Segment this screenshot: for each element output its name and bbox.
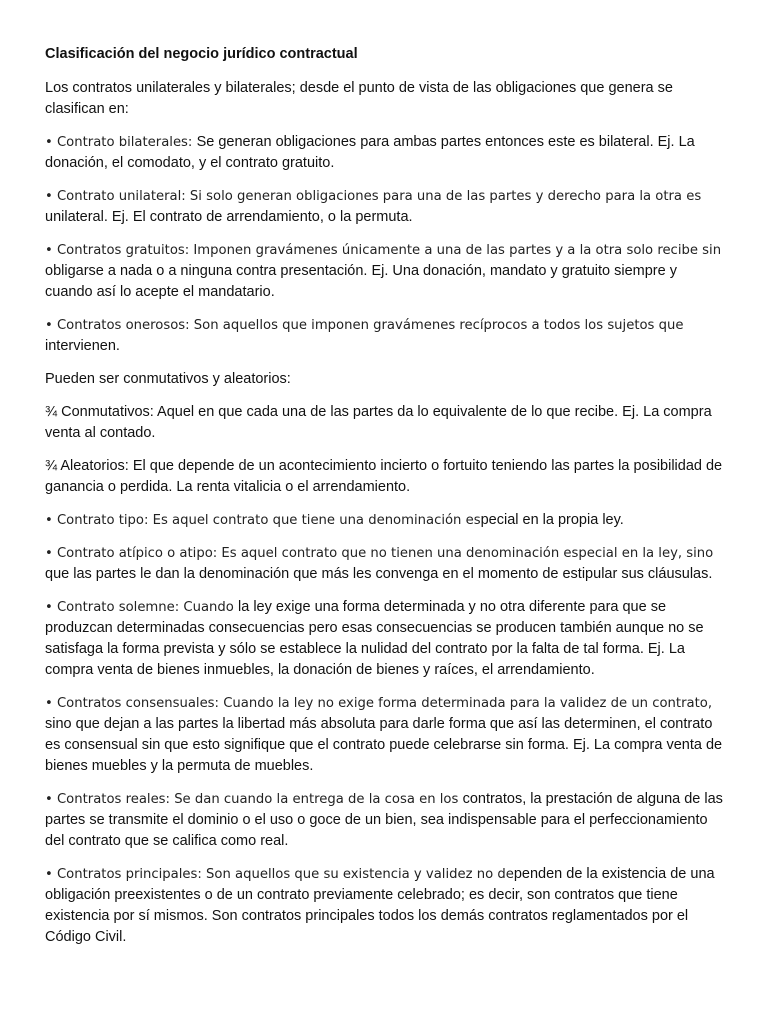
paragraph-lead: • Contrato atípico o atipo: Es aquel contrato que no tienen una denominación especial en la ley, sino (45, 546, 714, 561)
paragraph-aleatorios (45, 456, 725, 498)
paragraph-text: que las partes le dan la denominación que más les convenga en el momento de estipular sus cláusulas. (45, 566, 713, 582)
paragraph-contratos-consensuales (45, 693, 725, 777)
paragraph-lead: • Contratos reales: Se dan cuando la entrega de la cosa en los (45, 792, 463, 807)
paragraph-contrato-bilaterales (45, 132, 725, 174)
paragraph-lead: • Contrato unilateral: Si solo generan obligaciones para una de las partes y derecho para la otra es (45, 189, 702, 204)
paragraph-text: obligarse a nada o a ninguna contra presentación. Ej. Una donación, mandato y gratuito siempre y cuando así lo acepte el mandatario. (45, 263, 677, 300)
paragraph-text: Los contratos unilaterales y bilaterales; desde el punto de vista de las obligaciones que genera se clasifican en: (45, 80, 673, 117)
paragraph-lead: • Contrato tipo: Es aquel contrato que tiene una denominación es (45, 513, 481, 528)
paragraph-text: sino que dejan a las partes la libertad más absoluta para darle forma que así las determinen, el contrato es consensual sin que esto signifique que el contrato puede celebrarse sin forma. Ej. La compra venta de bienes muebles y la permuta de muebles. (45, 716, 723, 774)
paragraph-contrato-solemne (45, 597, 725, 681)
paragraph-conmutativos (45, 402, 725, 444)
paragraph-text: Pueden ser conmutativos y aleatorios: (45, 371, 291, 387)
paragraph-lead: • Contrato bilaterales: (45, 135, 197, 150)
paragraph-contrato-unilateral (45, 186, 725, 228)
paragraph-contrato-tipo (45, 510, 725, 531)
paragraph-contrato-atipico (45, 543, 725, 585)
paragraph-text: penden de la existencia de una obligación preexistentes o de un contrato previamente celebrado; es decir, son contratos que tiene existencia por sí mismos. Son contratos principales todos los demás contratos reglamentados por el Código Civil. (45, 866, 715, 945)
paragraph-text: contratos, la prestación de alguna de las partes se transmite el dominio o el uso o goce de un bien, sea indispensable para el perfeccionamiento del contrato que se califica como real. (45, 791, 723, 849)
paragraph-lead: • Contrato solemne: Cuando (45, 600, 239, 615)
paragraph-text: ¾ Conmutativos: Aquel en que cada una de las partes da lo equivalente de lo que recibe. Ej. La compra venta al contado. (45, 404, 712, 441)
paragraph-text: la ley exige una forma determinada y no otra diferente para que se produzcan determinadas consecuencias pero esas consecuencias se producen también aunque no se satisfaga la forma prevista y sólo se establece la nulidad del contrato por la falta de tal forma. Ej. La compra venta de bienes inmuebles, la donación de bienes y raíces, el arrendamiento. (45, 599, 704, 678)
paragraph-contratos-gratuitos (45, 240, 725, 303)
paragraph-conmutativos-aleatorios-intro (45, 369, 725, 390)
paragraph-lead: • Contratos onerosos: Son aquellos que imponen gravámenes recíprocos a todos los sujetos que (45, 318, 684, 333)
paragraph-lead: • Contratos consensuales: Cuando la ley no exige forma determinada para la validez de un contrato, (45, 696, 713, 711)
paragraph-contratos-reales (45, 789, 725, 852)
paragraph-lead: • Contratos principales: Son aquellos que su existencia y validez no de (45, 867, 514, 882)
paragraph-text: pecial en la propia ley. (480, 512, 624, 528)
paragraph-text: intervienen. (45, 338, 120, 354)
paragraph-lead: • Contratos gratuitos: Imponen gravámenes únicamente a una de las partes y a la otra solo recibe sin (45, 243, 722, 258)
paragraph-text: unilateral. Ej. El contrato de arrendamiento, o la permuta. (45, 209, 413, 225)
paragraph-contratos-principales (45, 864, 725, 948)
paragraph-text: ¾ Aleatorios: El que depende de un acontecimiento incierto o fortuito teniendo las partes la posibilidad de ganancia o perdida. La renta vitalicia o el arrendamiento. (45, 458, 723, 495)
paragraph-contratos-onerosos (45, 315, 725, 357)
document-page (45, 44, 725, 960)
paragraph-intro (45, 78, 725, 120)
paragraph-text: Se generan obligaciones para ambas partes entonces este es bilateral. Ej. La donación, el comodato, y el contrato gratuito. (45, 134, 695, 171)
document-title: Clasificación del negocio jurídico contractual (45, 46, 358, 62)
